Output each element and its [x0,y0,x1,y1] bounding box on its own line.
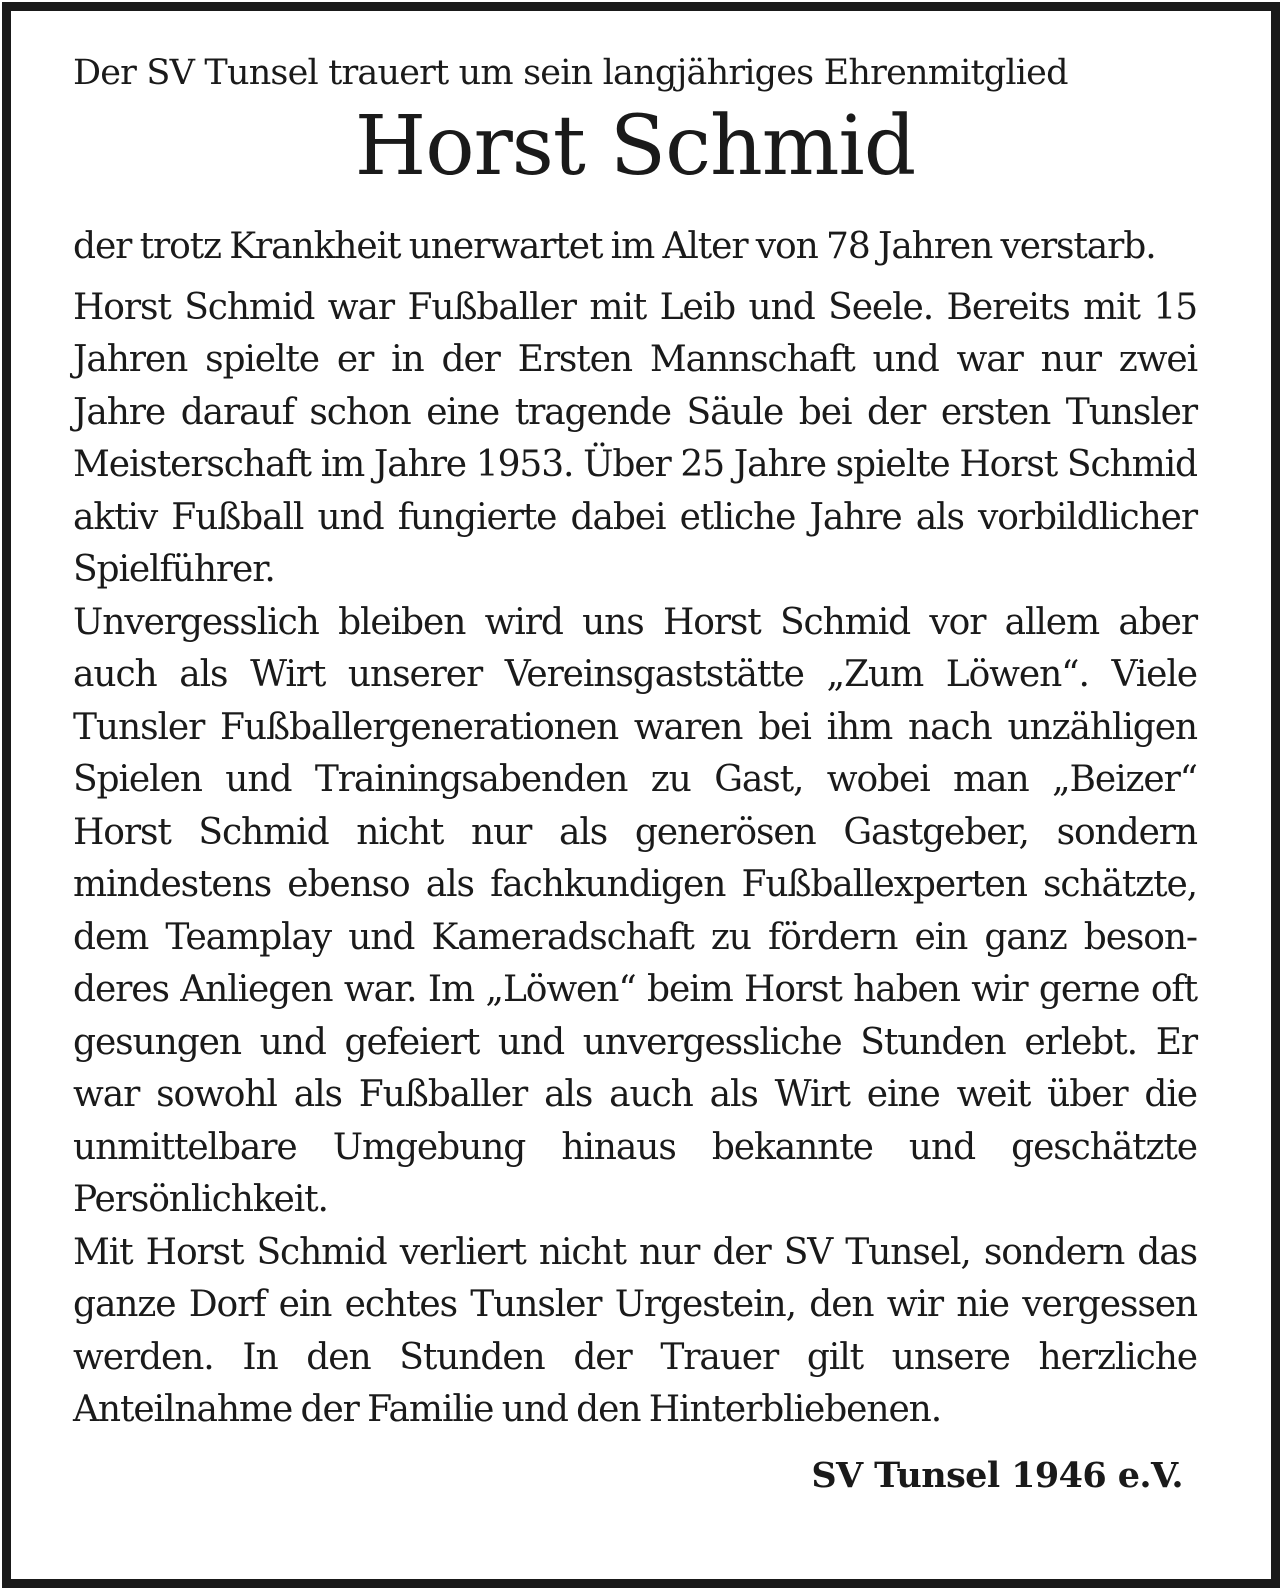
intro-line: Der SV Tunsel trauert um sein langjähriges Ehrenmitglied [73,53,1068,93]
obituary-notice-frame [2,2,1280,1588]
obituary-notice-content [73,49,1197,1501]
deceased-name: Horst Schmid [354,99,916,194]
paragraph-condolences: Mit Horst Schmid verliert nicht nur der SV Tunsel, sondern das ganze Dorf ein echtes Tunsler Urgestein, den wir nie vergessen werden. In den Stunden der Trauer gilt unsere herzliche Anteilnahme der Familie und den Hinterbliebenen. [73,1231,1197,1430]
paragraph-age-at-death: der trotz Krankheit unerwartet im Alter von 78 Jahren verstarb. [73,226,1156,267]
paragraph-innkeeper: Unvergesslich bleiben wird uns Horst Schmid vor allem aber auch als Wirt unserer Vereinsgaststätte „Zum Löwen“. Viele Tunsler Fußballergenerationen waren bei ihm nach unzähligen Spielen und Trainingsabenden zu Gast, wobei man „Beizer“ Horst Schmid nicht nur als generösen Gastgeber, sondern mindestens ebenso als fachkundigen Fußballexperten schätzte, dem Teamplay und Kameradschaft zu fördern ein ganz beson-deres Anliegen war. Im „Löwen“ beim Horst haben wir gerne oft gesungen und gefeiert und unvergessliche Stunden erlebt. Er war sowohl als Fußballer als auch als Wirt eine weit über die unmittelbare Umgebung hinaus bekannte und geschätzte Persönlichkeit. [73,601,1197,1220]
paragraph-football-career: Horst Schmid war Fußballer mit Leib und Seele. Bereits mit 15 Jahren spielte er in der Ersten Mannschaft und war nur zwei Jahre darauf schon eine tragende Säule bei der ersten Tunsler Meisterschaft im Jahre 1953. Über 25 Jahre spielte Horst Schmid aktiv Fußball und fungierte dabei etliche Jahre als vorbildlicher Spielführer. [73,286,1197,590]
club-signature: SV Tunsel 1946 e.V. [811,1454,1183,1496]
